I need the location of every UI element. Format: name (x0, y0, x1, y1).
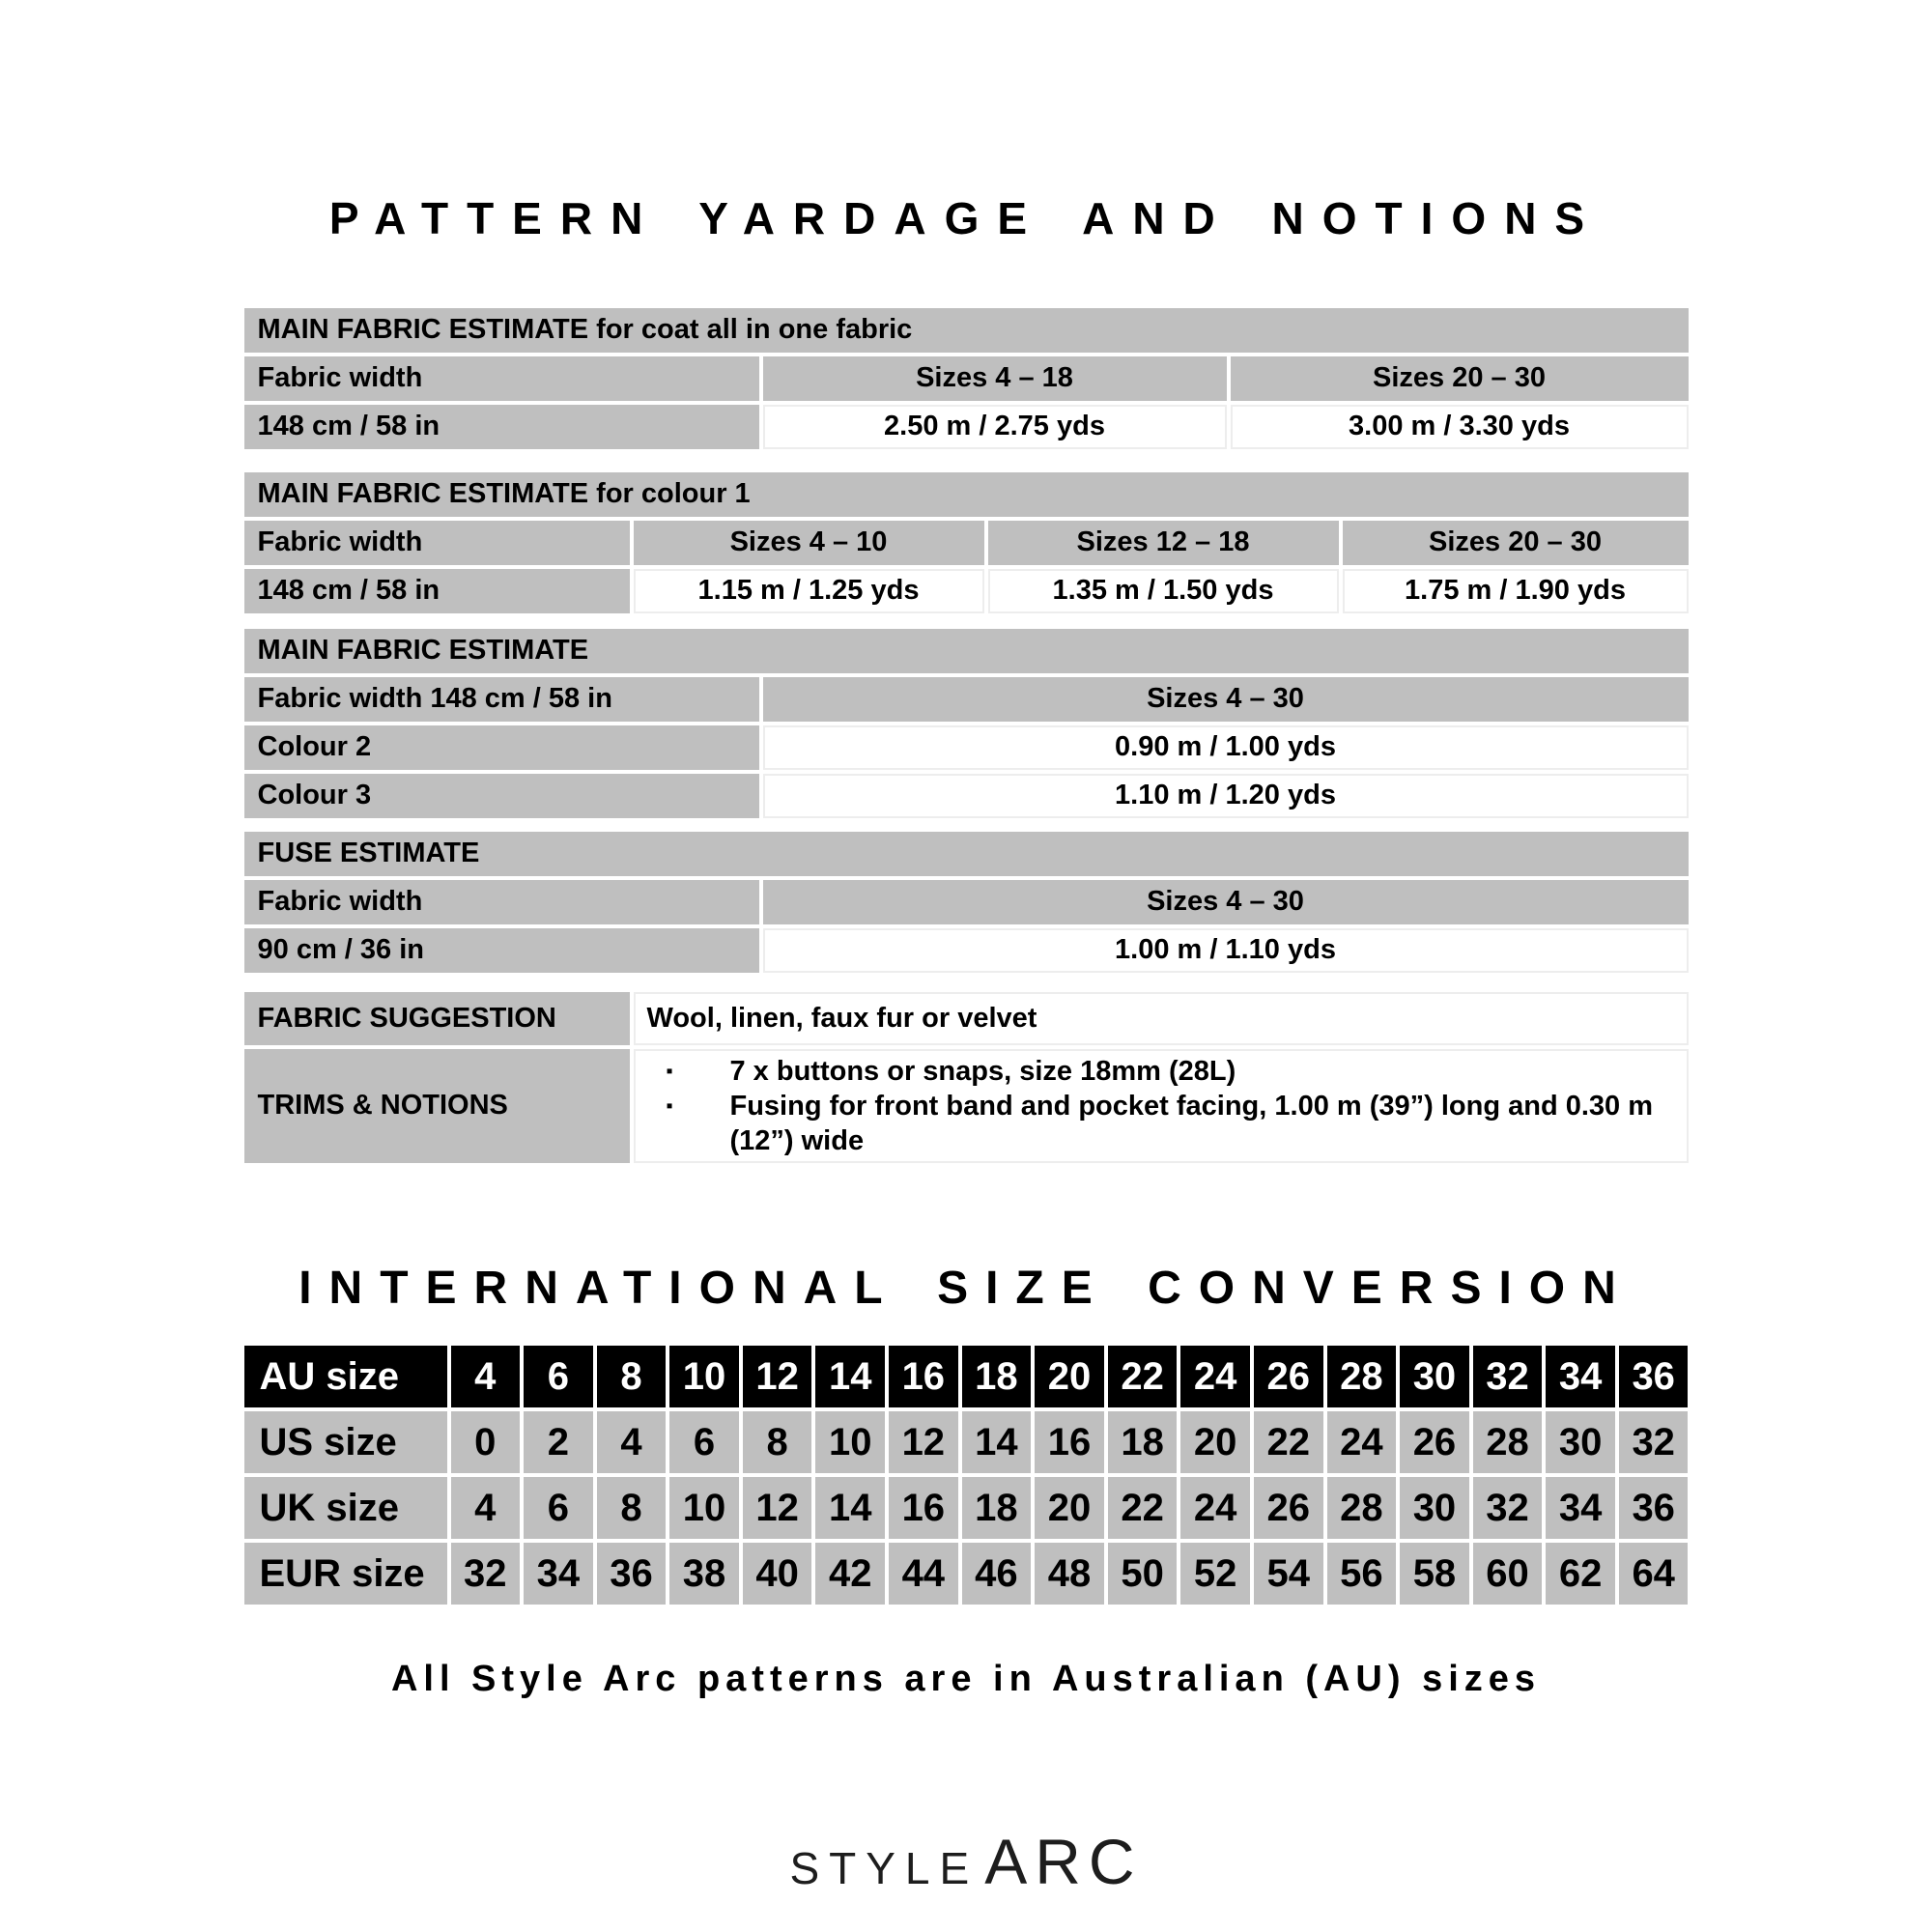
size-value-cell: 58 (1400, 1543, 1469, 1605)
size-value-cell: 28 (1327, 1346, 1397, 1407)
size-value-cell: 10 (669, 1477, 739, 1539)
size-value-cell: 22 (1108, 1477, 1178, 1539)
size-value-cell: 12 (743, 1477, 812, 1539)
size-value-cell: 24 (1180, 1346, 1250, 1407)
size-row-label: AU size (244, 1346, 447, 1407)
logo-arc-text: ARC (984, 1825, 1143, 1897)
column-header-cell: Sizes 4 – 18 (763, 356, 1227, 401)
size-value-cell: 46 (962, 1543, 1032, 1605)
size-row-label: US size (244, 1411, 447, 1473)
bullet-text: 7 x buttons or snaps, size 18mm (28L) (729, 1055, 1236, 1087)
size-row-label: UK size (244, 1477, 447, 1539)
size-value-cell: 20 (1035, 1477, 1104, 1539)
column-header-cell: Sizes 4 – 30 (763, 880, 1689, 924)
size-value-cell: 8 (597, 1346, 667, 1407)
size-value-cell: 2 (524, 1411, 593, 1473)
value-cell: 1.75 m / 1.90 yds (1343, 569, 1689, 613)
size-value-cell: 36 (1619, 1346, 1689, 1407)
row-label-cell: 148 cm / 58 in (244, 405, 759, 449)
trims-notions-cell (634, 1049, 1689, 1163)
column-header-cell: Fabric width (244, 521, 630, 565)
table-title-cell: MAIN FABRIC ESTIMATE for coat all in one fabric (244, 308, 1689, 353)
size-value-cell: 16 (889, 1346, 958, 1407)
size-value-cell: 32 (1473, 1477, 1543, 1539)
size-value-cell: 38 (669, 1543, 739, 1605)
size-value-cell: 18 (962, 1346, 1032, 1407)
size-value-cell: 14 (962, 1411, 1032, 1473)
size-value-cell: 16 (889, 1477, 958, 1539)
size-value-cell: 4 (597, 1411, 667, 1473)
size-value-cell: 12 (889, 1411, 958, 1473)
square-bullet-icon: ▪ (666, 1060, 673, 1082)
list-item (634, 1054, 1665, 1089)
size-conversion-heading: INTERNATIONAL SIZE CONVERSION (298, 1262, 1634, 1314)
size-value-cell: 48 (1035, 1543, 1104, 1605)
table-title-cell: FUSE ESTIMATE (244, 832, 1689, 876)
size-value-cell: 8 (597, 1477, 667, 1539)
size-value-cell: 24 (1327, 1411, 1397, 1473)
size-value-cell: 32 (451, 1543, 521, 1605)
row-label-cell: Colour 2 (244, 725, 759, 770)
size-value-cell: 36 (597, 1543, 667, 1605)
size-value-cell: 22 (1254, 1411, 1323, 1473)
value-cell: 2.50 m / 2.75 yds (763, 405, 1227, 449)
table-title-cell: MAIN FABRIC ESTIMATE (244, 629, 1689, 673)
size-value-cell: 32 (1619, 1411, 1689, 1473)
content-area (244, 0, 1689, 1898)
size-value-cell: 6 (524, 1346, 593, 1407)
size-value-cell: 18 (962, 1477, 1032, 1539)
size-value-cell: 34 (1546, 1477, 1615, 1539)
size-value-cell: 26 (1254, 1346, 1323, 1407)
size-value-cell: 8 (743, 1411, 812, 1473)
column-header-cell: Fabric width (244, 880, 759, 924)
column-header-cell: Fabric width (244, 356, 759, 401)
size-value-cell: 32 (1473, 1346, 1543, 1407)
size-value-cell: 54 (1254, 1543, 1323, 1605)
size-value-cell: 26 (1400, 1411, 1469, 1473)
footer-note: All Style Arc patterns are in Australian (AU) sizes (390, 1659, 1542, 1700)
size-value-cell: 6 (524, 1477, 593, 1539)
size-value-cell: 62 (1546, 1543, 1615, 1605)
value-cell: 1.10 m / 1.20 yds (763, 774, 1689, 818)
size-value-cell: 10 (669, 1346, 739, 1407)
size-value-cell: 56 (1327, 1543, 1397, 1605)
size-value-cell: 0 (451, 1411, 521, 1473)
size-value-cell: 16 (1035, 1411, 1104, 1473)
column-header-cell: Sizes 4 – 10 (634, 521, 984, 565)
size-row-label: EUR size (244, 1543, 447, 1605)
main-fabric-table-colour1 (244, 472, 1689, 613)
size-value-cell: 64 (1619, 1543, 1689, 1605)
size-value-cell: 40 (743, 1543, 812, 1605)
size-value-cell: 52 (1180, 1543, 1250, 1605)
value-cell: 1.00 m / 1.10 yds (763, 928, 1689, 973)
suggestion-table (244, 992, 1689, 1163)
row-label-cell: Colour 3 (244, 774, 759, 818)
size-value-cell: 28 (1327, 1477, 1397, 1539)
size-value-cell: 26 (1254, 1477, 1323, 1539)
size-value-cell: 14 (815, 1346, 885, 1407)
column-header-cell: Sizes 20 – 30 (1231, 356, 1689, 401)
size-value-cell: 28 (1473, 1411, 1543, 1473)
column-header-cell: Sizes 4 – 30 (763, 677, 1689, 722)
size-value-cell: 4 (451, 1477, 521, 1539)
value-cell: 1.35 m / 1.50 yds (988, 569, 1339, 613)
size-value-cell: 30 (1400, 1346, 1469, 1407)
size-value-cell: 12 (743, 1346, 812, 1407)
size-value-cell: 60 (1473, 1543, 1543, 1605)
value-cell: 1.15 m / 1.25 yds (634, 569, 984, 613)
column-header-cell: Sizes 12 – 18 (988, 521, 1339, 565)
column-header-cell: Fabric width 148 cm / 58 in (244, 677, 759, 722)
size-value-cell: 18 (1108, 1411, 1178, 1473)
list-item (634, 1089, 1665, 1158)
main-fabric-table-colours (244, 629, 1689, 818)
row-label-cell: FABRIC SUGGESTION (244, 992, 630, 1045)
size-value-cell: 20 (1035, 1346, 1104, 1407)
size-value-cell: 36 (1619, 1477, 1689, 1539)
size-conversion-table (244, 1346, 1689, 1605)
fuse-table (244, 832, 1689, 973)
size-value-cell: 34 (1546, 1346, 1615, 1407)
size-value-cell: 44 (889, 1543, 958, 1605)
value-cell: Wool, linen, faux fur or velvet (634, 992, 1689, 1045)
table-title-cell: MAIN FABRIC ESTIMATE for colour 1 (244, 472, 1689, 517)
row-label-cell: TRIMS & NOTIONS (244, 1049, 630, 1163)
main-fabric-table-coat (244, 308, 1689, 449)
size-value-cell: 50 (1108, 1543, 1178, 1605)
size-value-cell: 14 (815, 1477, 885, 1539)
row-label-cell: 148 cm / 58 in (244, 569, 630, 613)
size-value-cell: 4 (451, 1346, 521, 1407)
size-value-cell: 24 (1180, 1477, 1250, 1539)
size-value-cell: 22 (1108, 1346, 1178, 1407)
column-header-cell: Sizes 20 – 30 (1343, 521, 1689, 565)
size-value-cell: 20 (1180, 1411, 1250, 1473)
value-cell: 0.90 m / 1.00 yds (763, 725, 1689, 770)
size-value-cell: 30 (1400, 1477, 1469, 1539)
size-value-cell: 10 (815, 1411, 885, 1473)
size-value-cell: 34 (524, 1543, 593, 1605)
bullet-text: Fusing for front band and pocket facing, 1.00 m (39”) long and 0.30 m (12”) wide (729, 1090, 1654, 1156)
square-bullet-icon: ▪ (666, 1094, 673, 1117)
size-value-cell: 6 (669, 1411, 739, 1473)
row-label-cell: 90 cm / 36 in (244, 928, 759, 973)
size-value-cell: 30 (1546, 1411, 1615, 1473)
value-cell: 3.00 m / 3.30 yds (1231, 405, 1689, 449)
page-title: PATTERN YARDAGE AND NOTIONS (328, 193, 1604, 243)
style-arc-logo (244, 1825, 1689, 1898)
size-value-cell: 42 (815, 1543, 885, 1605)
logo-style-text: STYLE (789, 1842, 980, 1893)
